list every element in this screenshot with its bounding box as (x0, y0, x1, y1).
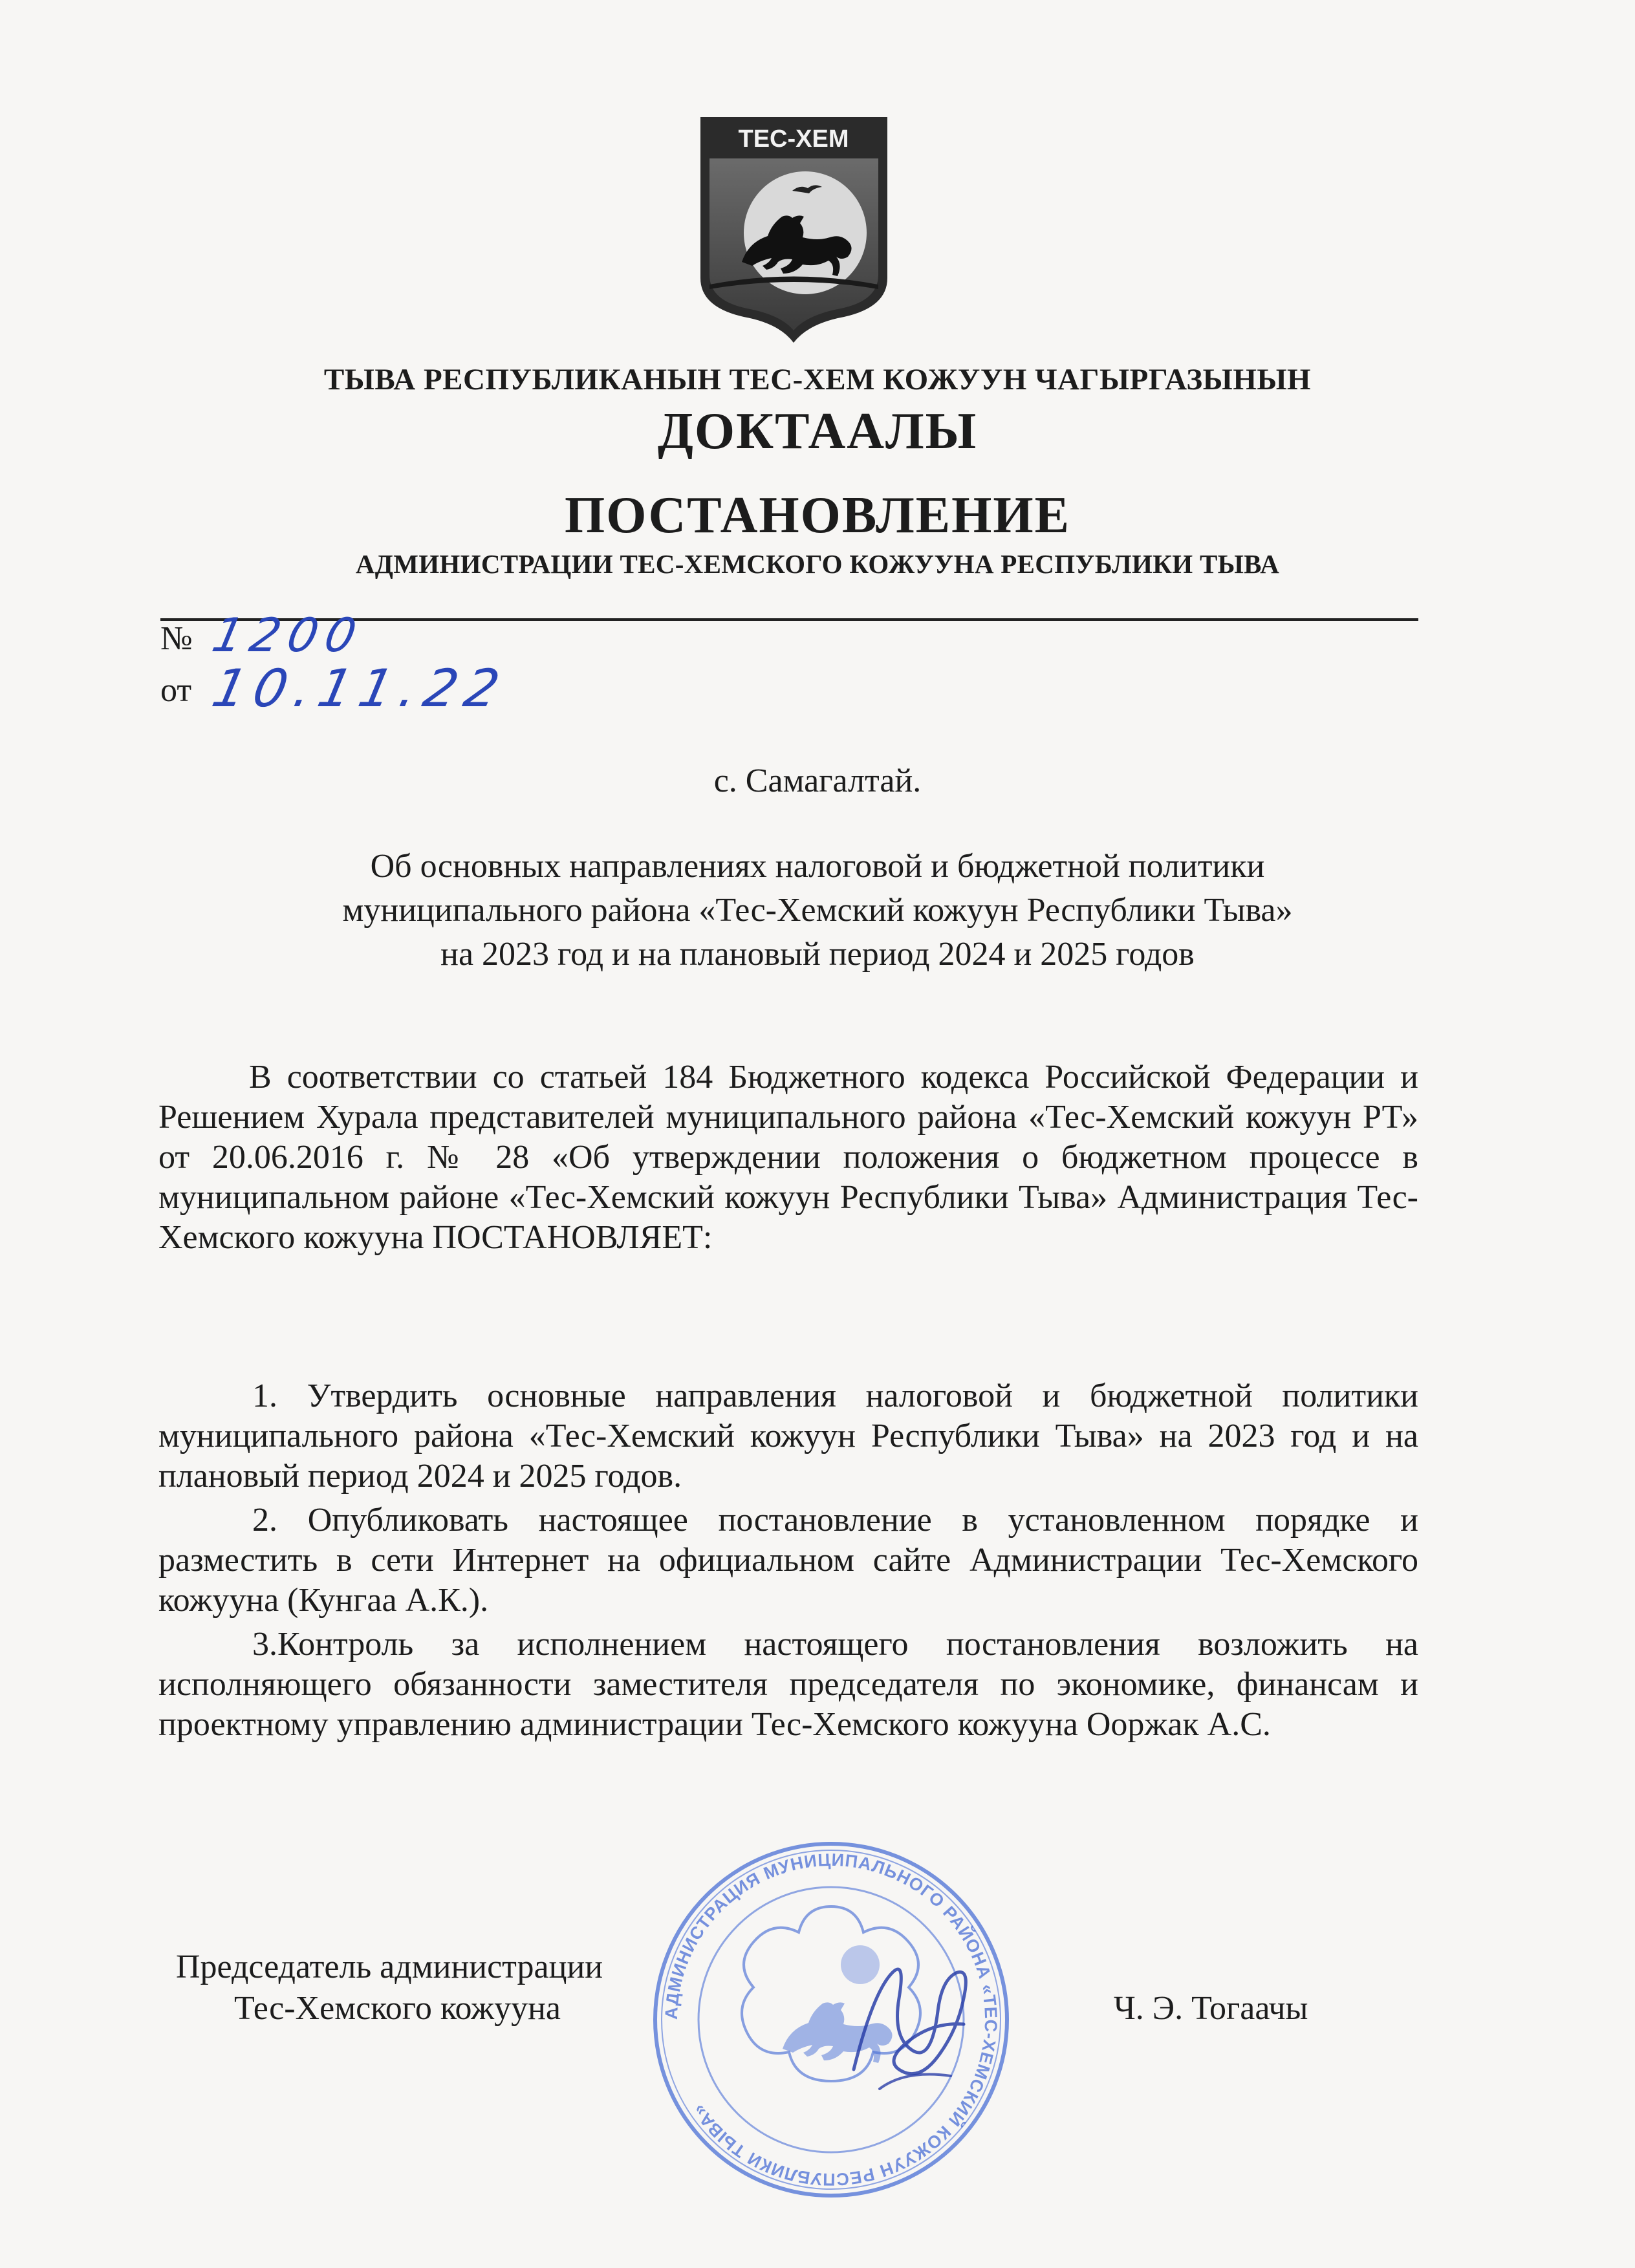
header-tuvan-admin-line: ТЫВА РЕСПУБЛИКАНЫН ТЕС-ХЕМ КОЖУУН ЧАГЫРГАЗЫНЫН (323, 363, 1312, 396)
resolution-item-2: 2. Опубликовать настоящее постановление в установленном порядке и разместить в сети Интернет на официальном сайте Администрации Тес-Хемского кожууна (Кунгаа А.К.). (158, 1502, 1418, 1619)
resolution-item-3: 3.Контроль за исполнением настоящего постановления возложить на исполняющего обязанности заместителя председателя по экономике, финансам и проектному управлению администрации Тес-Хемского кожууна Ооржак А.С. (158, 1626, 1418, 1743)
resolution-item-1: 1. Утвердить основные направления налоговой и бюджетной политики муниципального района «Тес-Хемский кожуун Республики Тыва» на 2023 год и на плановый период 2024 и 2025 годов. (158, 1377, 1418, 1495)
handwritten-number: 1200 (208, 608, 369, 662)
handwritten-signature (841, 1940, 977, 2108)
stamp-ring-text: АДМИНИСТРАЦИЯ МУНИЦИПАЛЬНОГО РАЙОНА «ТЕС-ХЕМСКИЙ КОЖУУН РЕСПУБЛИКИ ТЫВА» (661, 1850, 1001, 2190)
document-title-line-2: муниципального района «Тес-Хемский кожуун Республики Тыва» (342, 892, 1293, 929)
handwritten-date: 10.11.22 (207, 658, 513, 718)
header-tuvan-doc-type: ДОКТААЛЫ (657, 403, 978, 460)
date-label: от (160, 672, 192, 709)
header-russian-admin-line: АДМИНИСТРАЦИИ ТЕС-ХЕМСКОГО КОЖУУНА РЕСПУБЛИКИ ТЫВА (355, 549, 1280, 579)
coat-of-arms-emblem (695, 113, 893, 346)
number-label: № (160, 620, 193, 657)
horse-emblem-icon (695, 113, 893, 346)
signatory-position-line-1: Председатель администрации (176, 1949, 603, 1985)
place-of-issue: с. Самагалтай. (713, 762, 922, 799)
signature-scribble-icon (841, 1940, 977, 2108)
signatory-position-line-2: Тес-Хемского кожууна (234, 1990, 561, 2027)
emblem-name: ТЕС-ХЕМ (738, 125, 849, 153)
document-title-line-1: Об основных направлениях налоговой и бюджетной политики (370, 848, 1265, 885)
header-russian-doc-type: ПОСТАНОВЛЕНИЕ (565, 487, 1070, 544)
preamble-paragraph: В соответствии со статьей 184 Бюджетного кодекса Российской Федерации и Решением Хурала представителей муниципального района «Тес-Хемский кожуун РТ» от 20.06.2016 г. № 28 «Об утверждении положения о бюджетном процессе в муниципальном районе «Тес-Хемский кожуун Республики Тыва» Администрация Тес-Хемского кожууна ПОСТАНОВЛЯЕТ: (158, 1059, 1418, 1256)
signatory-name: Ч. Э. Тогаачы (1114, 1990, 1308, 2027)
document-title-line-3: на 2023 год и на плановый период 2024 и 2025 годов (440, 936, 1195, 973)
